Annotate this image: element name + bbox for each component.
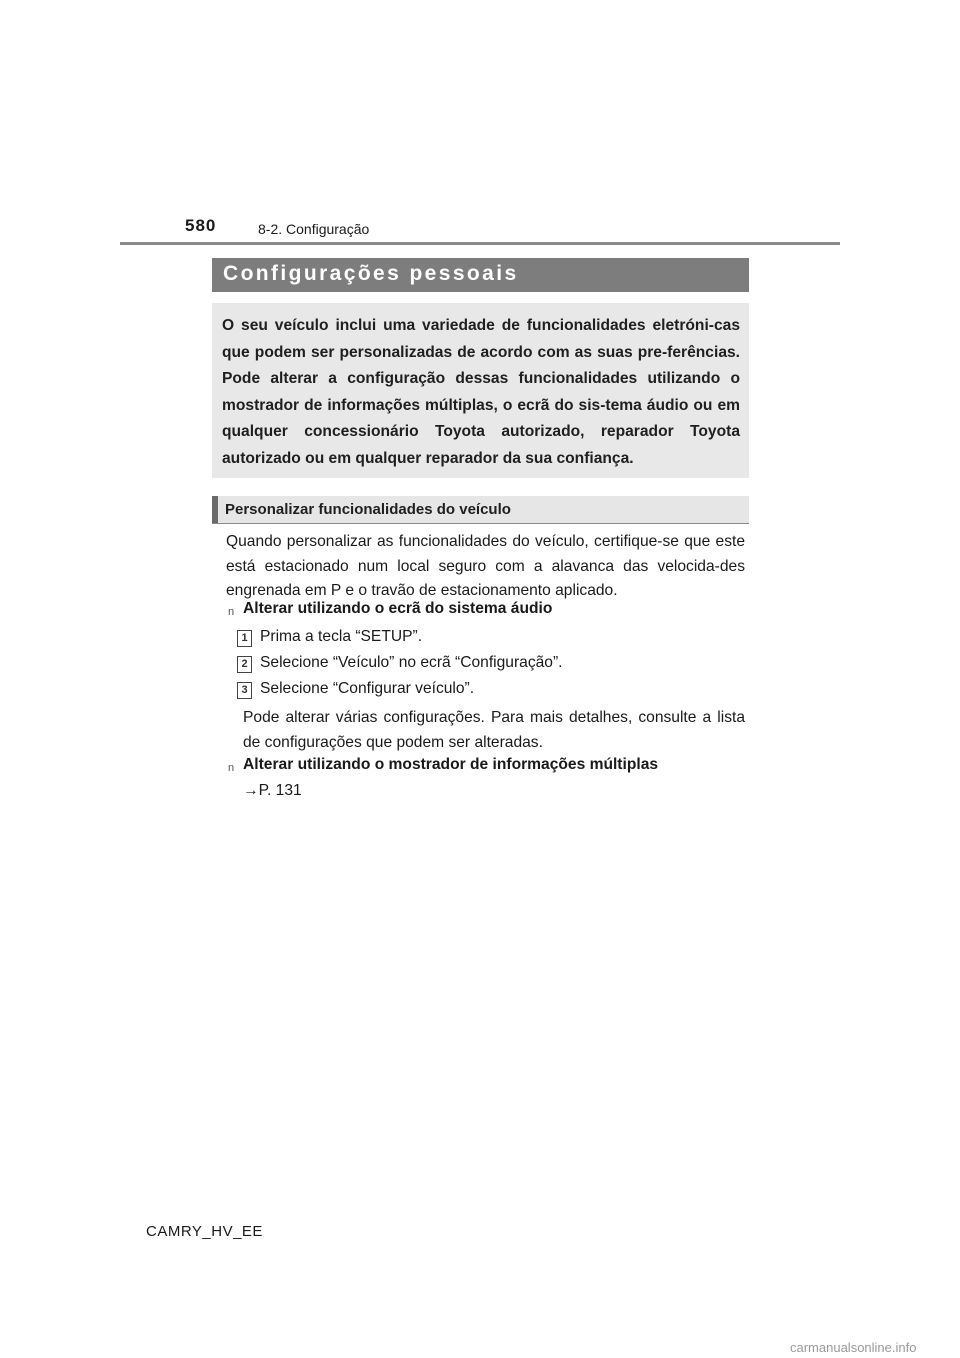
bullet-heading-mid: Alterar utilizando o mostrador de informações múltiplas (243, 756, 659, 773)
watermark: carmanualsonline.info (790, 1340, 917, 1355)
subsection-title: Personalizar funcionalidades do veículo (225, 501, 511, 518)
page-number: 580 (185, 216, 217, 235)
body-paragraph: Quando personalizar as funcionalidades do veículo, certifique-se que este está estacionado num local seguro com a alavanca das velocida-des engrenada em P e o travão de estacionamento aplicado. (226, 533, 745, 599)
step-number-3: 3 (237, 682, 252, 699)
steps-note: Pode alterar várias configurações. Para mais detalhes, consulte a lista de configurações que podem ser alteradas. (243, 709, 745, 751)
bullet-heading-audio: Alterar utilizando o ecrã do sistema áudio (243, 600, 553, 617)
step-text-2: Selecione “Veículo” no ecrã “Configuração”. (260, 654, 563, 671)
intro-box (212, 303, 749, 478)
bullet-marker: n (228, 606, 235, 618)
step-number-1: 1 (237, 630, 252, 647)
document-code: CAMRY_HV_EE (146, 1223, 263, 1240)
page-title-bar (212, 258, 749, 292)
subsection-header (212, 496, 749, 524)
section-breadcrumb: 8-2. Configuração (258, 221, 370, 237)
bullet-marker: n (228, 762, 235, 774)
page-title: Configurações pessoais (223, 262, 519, 285)
step-text-1: Prima a tecla “SETUP”. (260, 628, 423, 645)
header-divider (120, 242, 840, 245)
step-number-2: 2 (237, 656, 252, 673)
page-reference-link[interactable]: →P. 131 (243, 782, 302, 799)
intro-text: O seu veículo inclui uma variedade de funcionalidades eletróni-cas que podem ser personalizadas de acordo com as suas pre-ferências. Pode alterar a configuração dessas funcionalidades utilizando o mostrador de informações múltiplas, o ecrã do sis-tema áudio ou em qualquer concessionário Toyota autorizado, reparador Toyota autorizado ou em qualquer reparador da sua confiança. (222, 317, 740, 467)
step-text-3: Selecione “Configurar veículo”. (260, 680, 475, 697)
subsection-accent (212, 496, 218, 523)
